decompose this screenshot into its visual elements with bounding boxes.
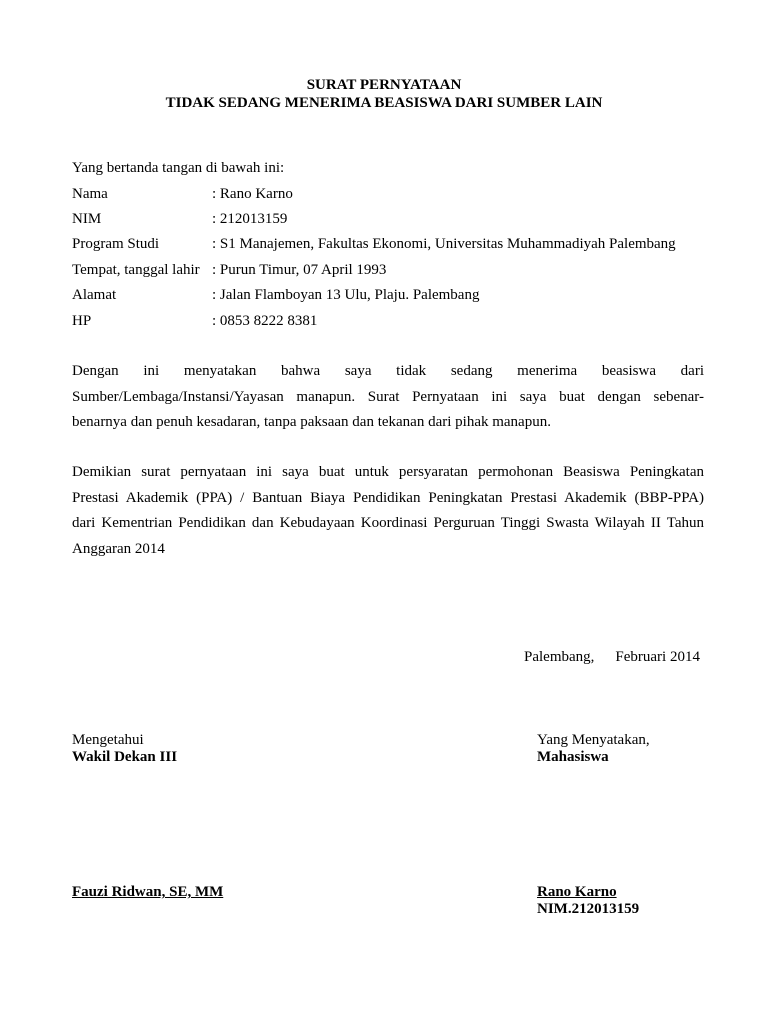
field-alamat	[72, 286, 712, 304]
signature-right-nim: NIM.212013159	[537, 901, 640, 917]
field-program-studi	[72, 235, 712, 253]
field-label: NIM	[72, 211, 102, 227]
signature-left-label: Mengetahui	[72, 732, 144, 748]
signature-right-role: Mahasiswa	[537, 749, 609, 765]
place-text: Palembang,	[524, 649, 595, 665]
paragraph-line: dari Kementrian Pendidikan dan Kebudayaan Koordinasi Perguruan Tinggi Swasta Wilayah II Tahun	[72, 515, 704, 531]
field-label: Alamat	[72, 287, 117, 303]
signature-right-name: Rano Karno	[537, 884, 617, 900]
closing-paragraph	[72, 460, 704, 562]
field-value: : Jalan Flamboyan 13 Ulu, Plaju. Palembang	[212, 287, 480, 303]
field-value: : 0853 8222 8381	[212, 313, 318, 329]
field-label: Nama	[72, 186, 108, 202]
paragraph-line: Prestasi Akademik (PPA) / Bantuan Biaya Pendidikan Peningkatan Prestasi Akademik (BBP-PPA)	[72, 489, 704, 506]
field-hp	[72, 312, 712, 330]
field-nama	[72, 185, 712, 203]
field-value: : S1 Manajemen, Fakultas Ekonomi, Universitas Muhammadiyah Palembang	[212, 236, 676, 252]
paragraph-line: Sumber/Lembaga/Instansi/Yayasan manapun. Surat Pernyataan ini saya buat dengan sebenar-	[72, 388, 704, 405]
field-tempat-tanggal-lahir	[72, 261, 712, 279]
field-label: Program Studi	[72, 236, 160, 252]
field-label: HP	[72, 313, 92, 329]
paragraph-line: Anggaran 2014	[72, 540, 165, 557]
place-date	[524, 648, 700, 666]
document-title: SURAT PERNYATAAN	[306, 77, 462, 93]
field-label: Tempat, tanggal lahir	[72, 262, 200, 278]
paragraph-line: Demikian surat pernyataan ini saya buat untuk persyaratan permohonan Beasiswa Peningkatan	[72, 464, 704, 480]
document-subtitle: TIDAK SEDANG MENERIMA BEASISWA DARI SUMBER LAIN	[165, 95, 603, 111]
field-value: : 212013159	[212, 211, 288, 227]
field-value: : Purun Timur, 07 April 1993	[212, 262, 387, 278]
paragraph-line: Dengan ini menyatakan bahwa saya tidak sedang menerima beasiswa dari	[72, 363, 704, 379]
field-nim	[72, 210, 712, 228]
field-value: : Rano Karno	[212, 186, 293, 202]
signature-left-role: Wakil Dekan III	[72, 749, 178, 765]
statement-paragraph	[72, 359, 704, 436]
signature-right-label: Yang Menyatakan,	[537, 732, 650, 748]
paragraph-line: benarnya dan penuh kesadaran, tanpa paksaan dan tekanan dari pihak manapun.	[72, 414, 551, 430]
date-text: Februari 2014	[615, 649, 700, 665]
intro-text: Yang bertanda tangan di bawah ini:	[72, 160, 285, 176]
signature-left-name: Fauzi Ridwan, SE, MM	[72, 884, 224, 900]
